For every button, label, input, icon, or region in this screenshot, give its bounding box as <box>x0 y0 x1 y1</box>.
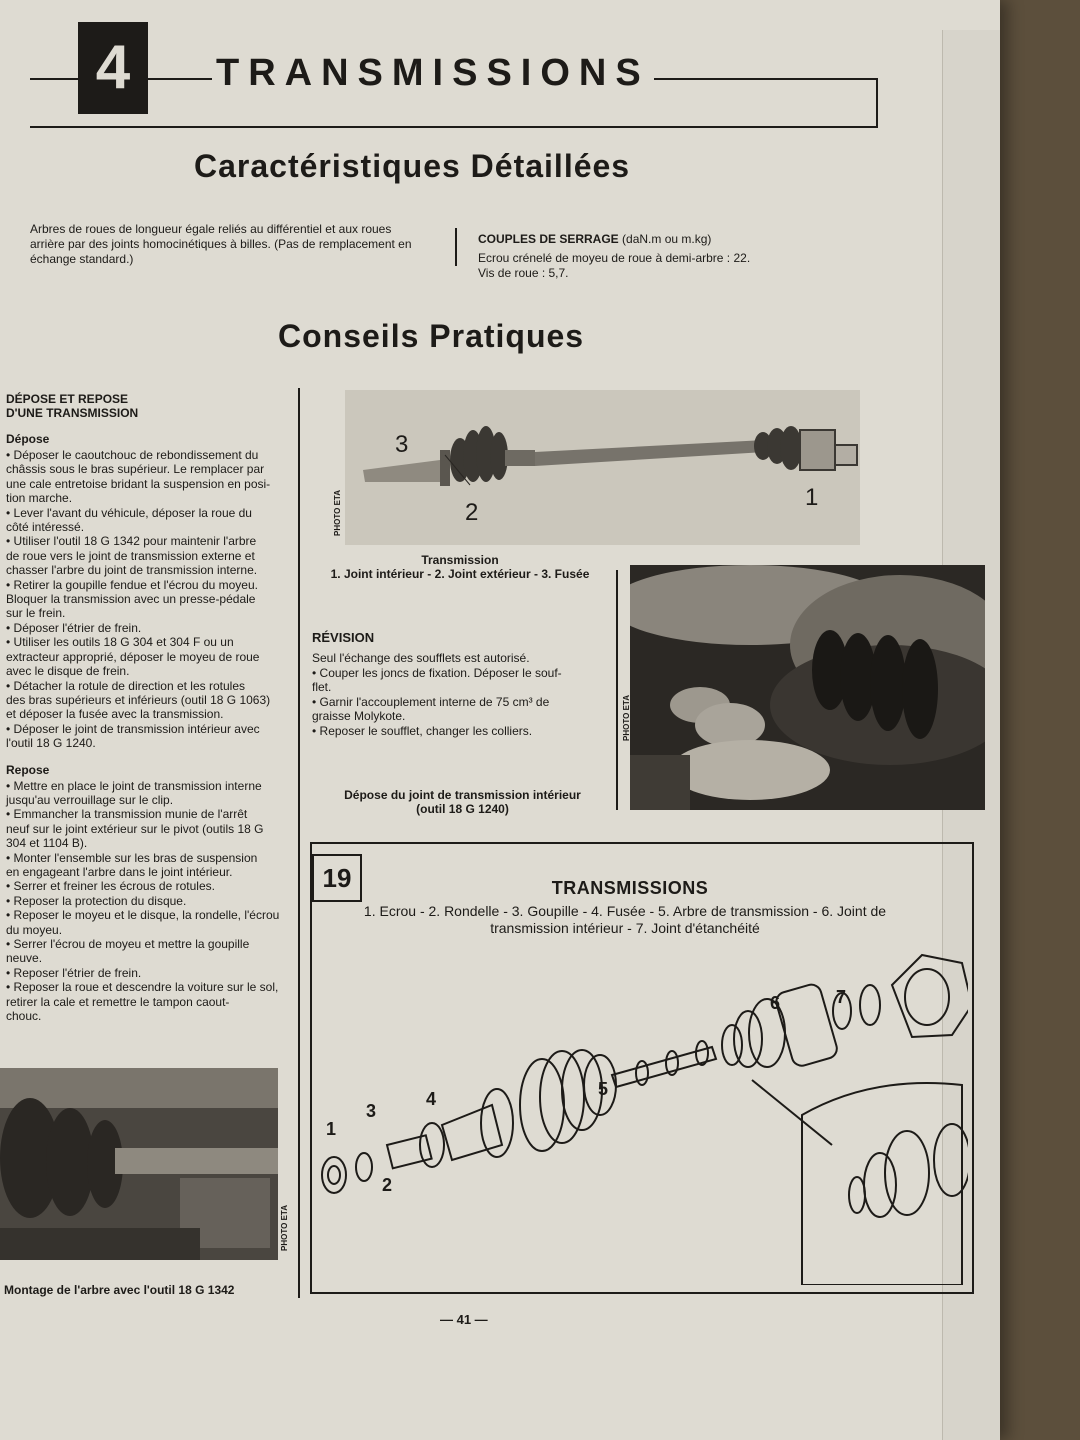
figure-legend <box>320 903 930 937</box>
couples-line: Vis de roue : 5,7. <box>478 266 569 280</box>
couples-units: (daN.m ou m.kg) <box>622 232 712 246</box>
caption-text: 1. Joint intérieur - 2. Joint extérieur - 3. Fusée <box>330 567 590 581</box>
transmission-shaft-illustration <box>345 390 860 545</box>
text-line: • Emmancher la transmission munie de l'arrêt <box>6 807 248 822</box>
text-line: chouc. <box>6 1009 42 1024</box>
text-line: tion marche. <box>6 491 73 506</box>
text-line: • Serrer et freiner les écrous de rotules. <box>6 879 215 894</box>
chapter-title: TRANSMISSIONS <box>212 52 654 95</box>
depose-steps <box>6 448 288 751</box>
text-line: châssis sous le bras supérieur. Le remplacer par <box>6 462 265 477</box>
callout-2: 2 <box>382 1175 393 1195</box>
text-line: avec le disque de frein. <box>6 664 130 679</box>
text-line: jusqu'au verrouillage sur le clip. <box>6 792 174 807</box>
text-line: du moyeu. <box>6 922 63 937</box>
photo-credit: PHOTO ETA <box>622 695 631 741</box>
shaft-label-1: 1 <box>805 484 819 511</box>
joint-removal-image <box>630 565 985 810</box>
depose-repose-column <box>6 392 288 1023</box>
callout-3: 3 <box>366 1101 377 1121</box>
text-line: • Serrer l'écrou de moyeu et mettre la goupille <box>6 937 250 951</box>
text-line: des bras supérieurs et inférieurs (outil 18 G 1063) <box>6 692 271 707</box>
intro-line: arrière par des joints homocinétiques à billes. (Pas de remplacement en <box>30 237 412 251</box>
text-line: 304 et 1104 B). <box>6 836 88 851</box>
caption-line: Dépose du joint de transmission intérieur <box>344 788 581 802</box>
text-line: • Reposer le moyeu et le disque, la rondelle, l'écrou <box>6 908 280 923</box>
text-line: • Déposer le joint de transmission intérieur avec <box>6 721 260 736</box>
chapter-number-badge <box>78 22 148 114</box>
text-line: • Garnir l'accouplement interne de 75 cm³ de <box>312 694 550 709</box>
text-line: sur le frein. <box>6 606 66 621</box>
text-line: • Utiliser l'outil 18 G 1342 pour maintenir l'arbre <box>6 534 257 549</box>
text-line: • Utiliser les outils 18 G 304 et 304 F ou un <box>6 635 234 650</box>
caption-line: (outil 18 G 1240) <box>416 802 509 816</box>
legend-line: 1. Ecrou - 2. Rondelle - 3. Goupille - 4. Fusée - 5. Arbre de transmission - 6. Joint de <box>363 903 887 919</box>
section-title-line: DÉPOSE ET REPOSE <box>6 392 129 406</box>
joint-removal-photo <box>630 565 985 810</box>
revision-title: RÉVISION <box>312 630 375 645</box>
text-line: retirer la cale et remettre le tampon caout- <box>6 994 230 1009</box>
text-line: une cale entretoise bridant la suspension en posi- <box>6 476 271 491</box>
legend-line: transmission intérieur - 7. Joint d'étanchéité <box>490 920 760 936</box>
photo-credit: PHOTO ETA <box>280 1205 289 1251</box>
callout-5: 5 <box>598 1079 609 1099</box>
callout-1: 1 <box>326 1119 337 1139</box>
figure-number: 19 <box>312 854 362 902</box>
revision-section <box>312 630 612 739</box>
text-line: • Couper les joncs de fixation. Déposer le souf- <box>312 665 562 680</box>
revision-lines <box>312 651 612 739</box>
couples-title: COUPLES DE SERRAGE <box>478 232 619 246</box>
text-line: neuve. <box>6 951 43 966</box>
section-title-line: D'UNE TRANSMISSION <box>6 406 139 420</box>
text-line: • Monter l'ensemble sur les bras de suspension <box>6 850 258 865</box>
text-line: extracteur approprié, déposer le moyeu de roue <box>6 649 260 664</box>
shaft-installation-image <box>0 1068 278 1260</box>
repose-title: Repose <box>6 762 50 777</box>
text-line: • Retirer la goupille fendue et l'écrou du moyeu. <box>6 577 258 592</box>
transmission-shaft-photo <box>345 390 860 545</box>
caracteristiques-intro <box>30 222 440 267</box>
text-line: • Reposer la roue et descendre la voiture sur le sol, <box>6 980 279 995</box>
callout-7: 7 <box>836 987 847 1007</box>
shaft-label-3: 3 <box>395 431 409 458</box>
figure-title: TRANSMISSIONS <box>551 878 709 898</box>
depose-photo-caption <box>305 788 620 816</box>
text-line: Bloquer la transmission avec un presse-pédale <box>6 592 256 607</box>
text-line: de roue vers le joint de transmission externe et <box>6 548 255 563</box>
shaft-photo-caption <box>310 553 610 581</box>
column-rule <box>298 388 300 1298</box>
caption-title: Transmission <box>421 553 499 567</box>
text-line: en engageant l'arbre dans le joint intérieur. <box>6 864 233 879</box>
text-line: chasser l'arbre du joint de transmission interne. <box>6 563 258 578</box>
text-line: et déposer la fusée avec la transmission. <box>6 707 224 722</box>
text-line: • Reposer le soufflet, changer les colliers. <box>312 723 533 738</box>
text-line: • Lever l'avant du véhicule, déposer la roue du <box>6 505 252 520</box>
page-number: — 41 — <box>440 1312 488 1327</box>
text-line: • Déposer l'étrier de frein. <box>6 620 142 635</box>
text-line: • Déposer le caoutchouc de rebondissement du <box>6 448 259 462</box>
text-line: • Reposer l'étrier de frein. <box>6 965 142 980</box>
text-line: neuf sur le joint extérieur sur le pivot (outils 18 G <box>6 821 264 836</box>
exploded-diagram <box>312 945 968 1285</box>
couples-line: Ecrou crénelé de moyeu de roue à demi-arbre : 22. <box>478 251 751 265</box>
text-line: graisse Molykote. <box>312 709 406 724</box>
text-line: • Mettre en place le joint de transmission interne <box>6 778 262 793</box>
shaft-installation-caption: Montage de l'arbre avec l'outil 18 G 1342 <box>4 1283 235 1297</box>
callout-6: 6 <box>770 993 781 1013</box>
shaft-label-2: 2 <box>465 499 479 526</box>
couples-de-serrage <box>478 232 798 281</box>
section-divider <box>455 228 457 266</box>
shaft-installation-photo <box>0 1068 278 1260</box>
text-line: côté intéressé. <box>6 520 85 535</box>
column-rule <box>616 570 618 810</box>
text-line: l'outil 18 G 1240. <box>6 736 96 751</box>
caracteristiques-heading: Caractéristiques Détaillées <box>194 148 631 184</box>
chapter-number: 4 <box>95 33 131 102</box>
photo-credit: PHOTO ETA <box>333 490 342 536</box>
repose-steps <box>6 779 288 1024</box>
text-line: • Détacher la rotule de direction et les rotules <box>6 678 245 693</box>
exploded-view-drawing <box>312 945 968 1285</box>
text-line: • Reposer la protection du disque. <box>6 893 187 908</box>
callout-4: 4 <box>426 1089 437 1109</box>
text-line: flet. <box>312 680 332 695</box>
text-line: Seul l'échange des soufflets est autorisé. <box>312 651 530 665</box>
intro-line: Arbres de roues de longueur égale reliés au différentiel et aux roues <box>30 222 392 236</box>
section-title <box>6 392 288 420</box>
conseils-heading: Conseils Pratiques <box>278 318 585 354</box>
depose-title: Dépose <box>6 432 50 446</box>
intro-line: échange standard.) <box>30 252 134 266</box>
